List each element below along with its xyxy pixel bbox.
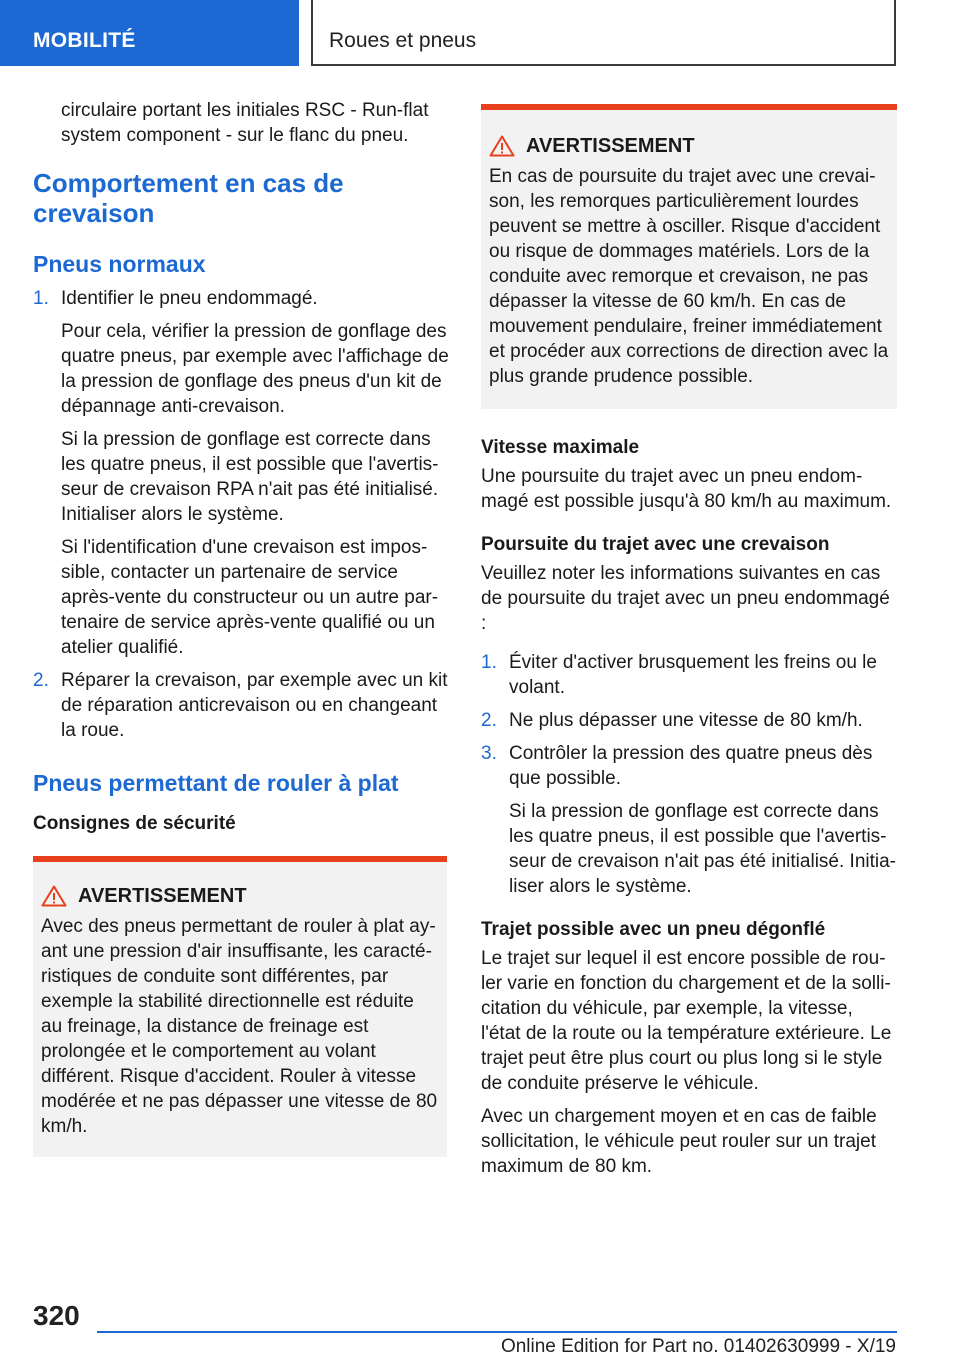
list-item-subtext: Si la pression de gonflage est correcte dans les quatre pneus, il est possible que l'avertisseur de crevaison n'ait pas été initialisé. Initialiser alors le système. [509, 801, 896, 897]
list-item-subtext: Si la pression de gonflage est correcte dans les quatre pneus, il est possible que l'avertisseur de crevaison RPA n'ait pas été initialisé. Initialiser alors le système. [61, 429, 439, 525]
chapter-header [311, 0, 896, 66]
heading-deflated-tire-range: Trajet possible avec un pneu dégonflé [481, 919, 826, 940]
list-number: 2. [481, 710, 497, 731]
heading-safety-notes: Consignes de sécurité [33, 813, 236, 834]
list-item [33, 286, 449, 660]
right-column [481, 104, 897, 1179]
continue-driving-text: Veuillez noter les informations suivantes en cas de poursuite du trajet avec un pneu endommagé : [481, 563, 890, 634]
max-speed-text: Une poursuite du trajet avec un pneu endommagé est possible jusqu'à 80 km/h au maximum. [481, 466, 892, 512]
list-item [481, 650, 897, 700]
list-number: 1. [481, 652, 497, 673]
warning-triangle-icon [41, 885, 67, 907]
warning-box [33, 856, 447, 1157]
warning-title: AVERTISSEMENT [41, 884, 439, 908]
page-number: 320 [33, 1300, 80, 1331]
list-item-text: Ne plus dépasser une vitesse de 80 km/h. [509, 710, 863, 731]
continued-paragraph: circulaire portant les initiales RSC - Run-flat system component - sur le flanc du pneu. [61, 100, 429, 146]
heading-max-speed: Vitesse maximale [481, 437, 640, 458]
list-item [33, 668, 449, 743]
heading-continue-driving: Poursuite du trajet avec une crevaison [481, 534, 830, 555]
normal-tires-list [33, 286, 449, 743]
footer-edition: Online Edition for Part no. 01402630999 - X/19 [500, 1336, 896, 1357]
heading-flat-tire-behavior: Comportement en cas de crevaison [33, 168, 344, 228]
deflated-range-text-2: Avec un chargement moyen et en cas de faible sollicitation, le véhicule peut rouler sur un trajet maximum de 80 km. [481, 1106, 877, 1177]
heading-run-flat-tires: Pneus permettant de rouler à plat [33, 770, 399, 796]
footer-divider [97, 1331, 897, 1333]
warning-title: AVERTISSEMENT [489, 134, 889, 158]
list-item-text: Contrôler la pression des quatre pneus dès que possible. [509, 743, 873, 789]
warning-text: Avec des pneus permettant de rouler à plat ayant une pression d'air insuffisante, les caractéristiques de conduite sont différentes, par exemple la stabilité directionnelle est réduite au freinage, la distance de freinage est prolongée et le comportement au volant différent. Risque d'accident. Rouler à vitesse modérée et ne pas dépasser une vitesse de 80 km/h. [41, 916, 438, 1137]
list-item-subtext: Si l'identification d'une crevaison est impossible, contacter un partenaire de service après-vente du constructeur ou un autre partenaire de service après-vente qualifié ou un atelier qualifié. [61, 537, 439, 658]
heading-normal-tires: Pneus normaux [33, 251, 206, 277]
list-item-text: Éviter d'activer brusquement les freins ou le volant. [509, 652, 877, 698]
list-item-subtext: Pour cela, vérifier la pression de gonflage des quatre pneus, par exemple avec l'affichage de la pression de gonflage des pneus d'un kit de dépannage anti-crevaison. [61, 321, 449, 417]
list-item-text: Identifier le pneu endommagé. [61, 288, 318, 309]
list-number: 1. [33, 288, 49, 309]
left-column [33, 96, 449, 1157]
warning-triangle-icon [489, 135, 515, 157]
list-item [481, 741, 897, 899]
continue-driving-list [481, 650, 897, 899]
warning-text: En cas de poursuite du trajet avec une crevaison, les remorques particulièrement lourdes peuvent se mettre à osciller. Risque d'accident ou risque de dommages matériels. Lors de la conduite avec remorque et crevaison, ne pas dépasser la vitesse de 60 km/h. En cas de mouvement pendulaire, freiner immédiatement et procéder aux corrections de direction avec la plus grande prudence possible. [489, 166, 889, 387]
list-item [481, 708, 897, 733]
section-tab [0, 0, 299, 66]
warning-box [481, 104, 897, 409]
deflated-range-text: Le trajet sur lequel il est encore possible de rouler varie en fonction du chargement et de la sollicitation du véhicule, par exemple, la vitesse, l'état de la route ou la température extérieure. Le trajet peut être plus court ou plus long si le style de conduite préserve le véhicule. [481, 948, 892, 1094]
list-number: 3. [481, 743, 497, 764]
list-number: 2. [33, 670, 49, 691]
list-item-text: Réparer la crevaison, par exemple avec un kit de réparation anticrevaison ou en changeant la roue. [61, 670, 448, 741]
chapter-title: Roues et pneus [329, 29, 477, 52]
section-title: MOBILITÉ [33, 29, 136, 52]
